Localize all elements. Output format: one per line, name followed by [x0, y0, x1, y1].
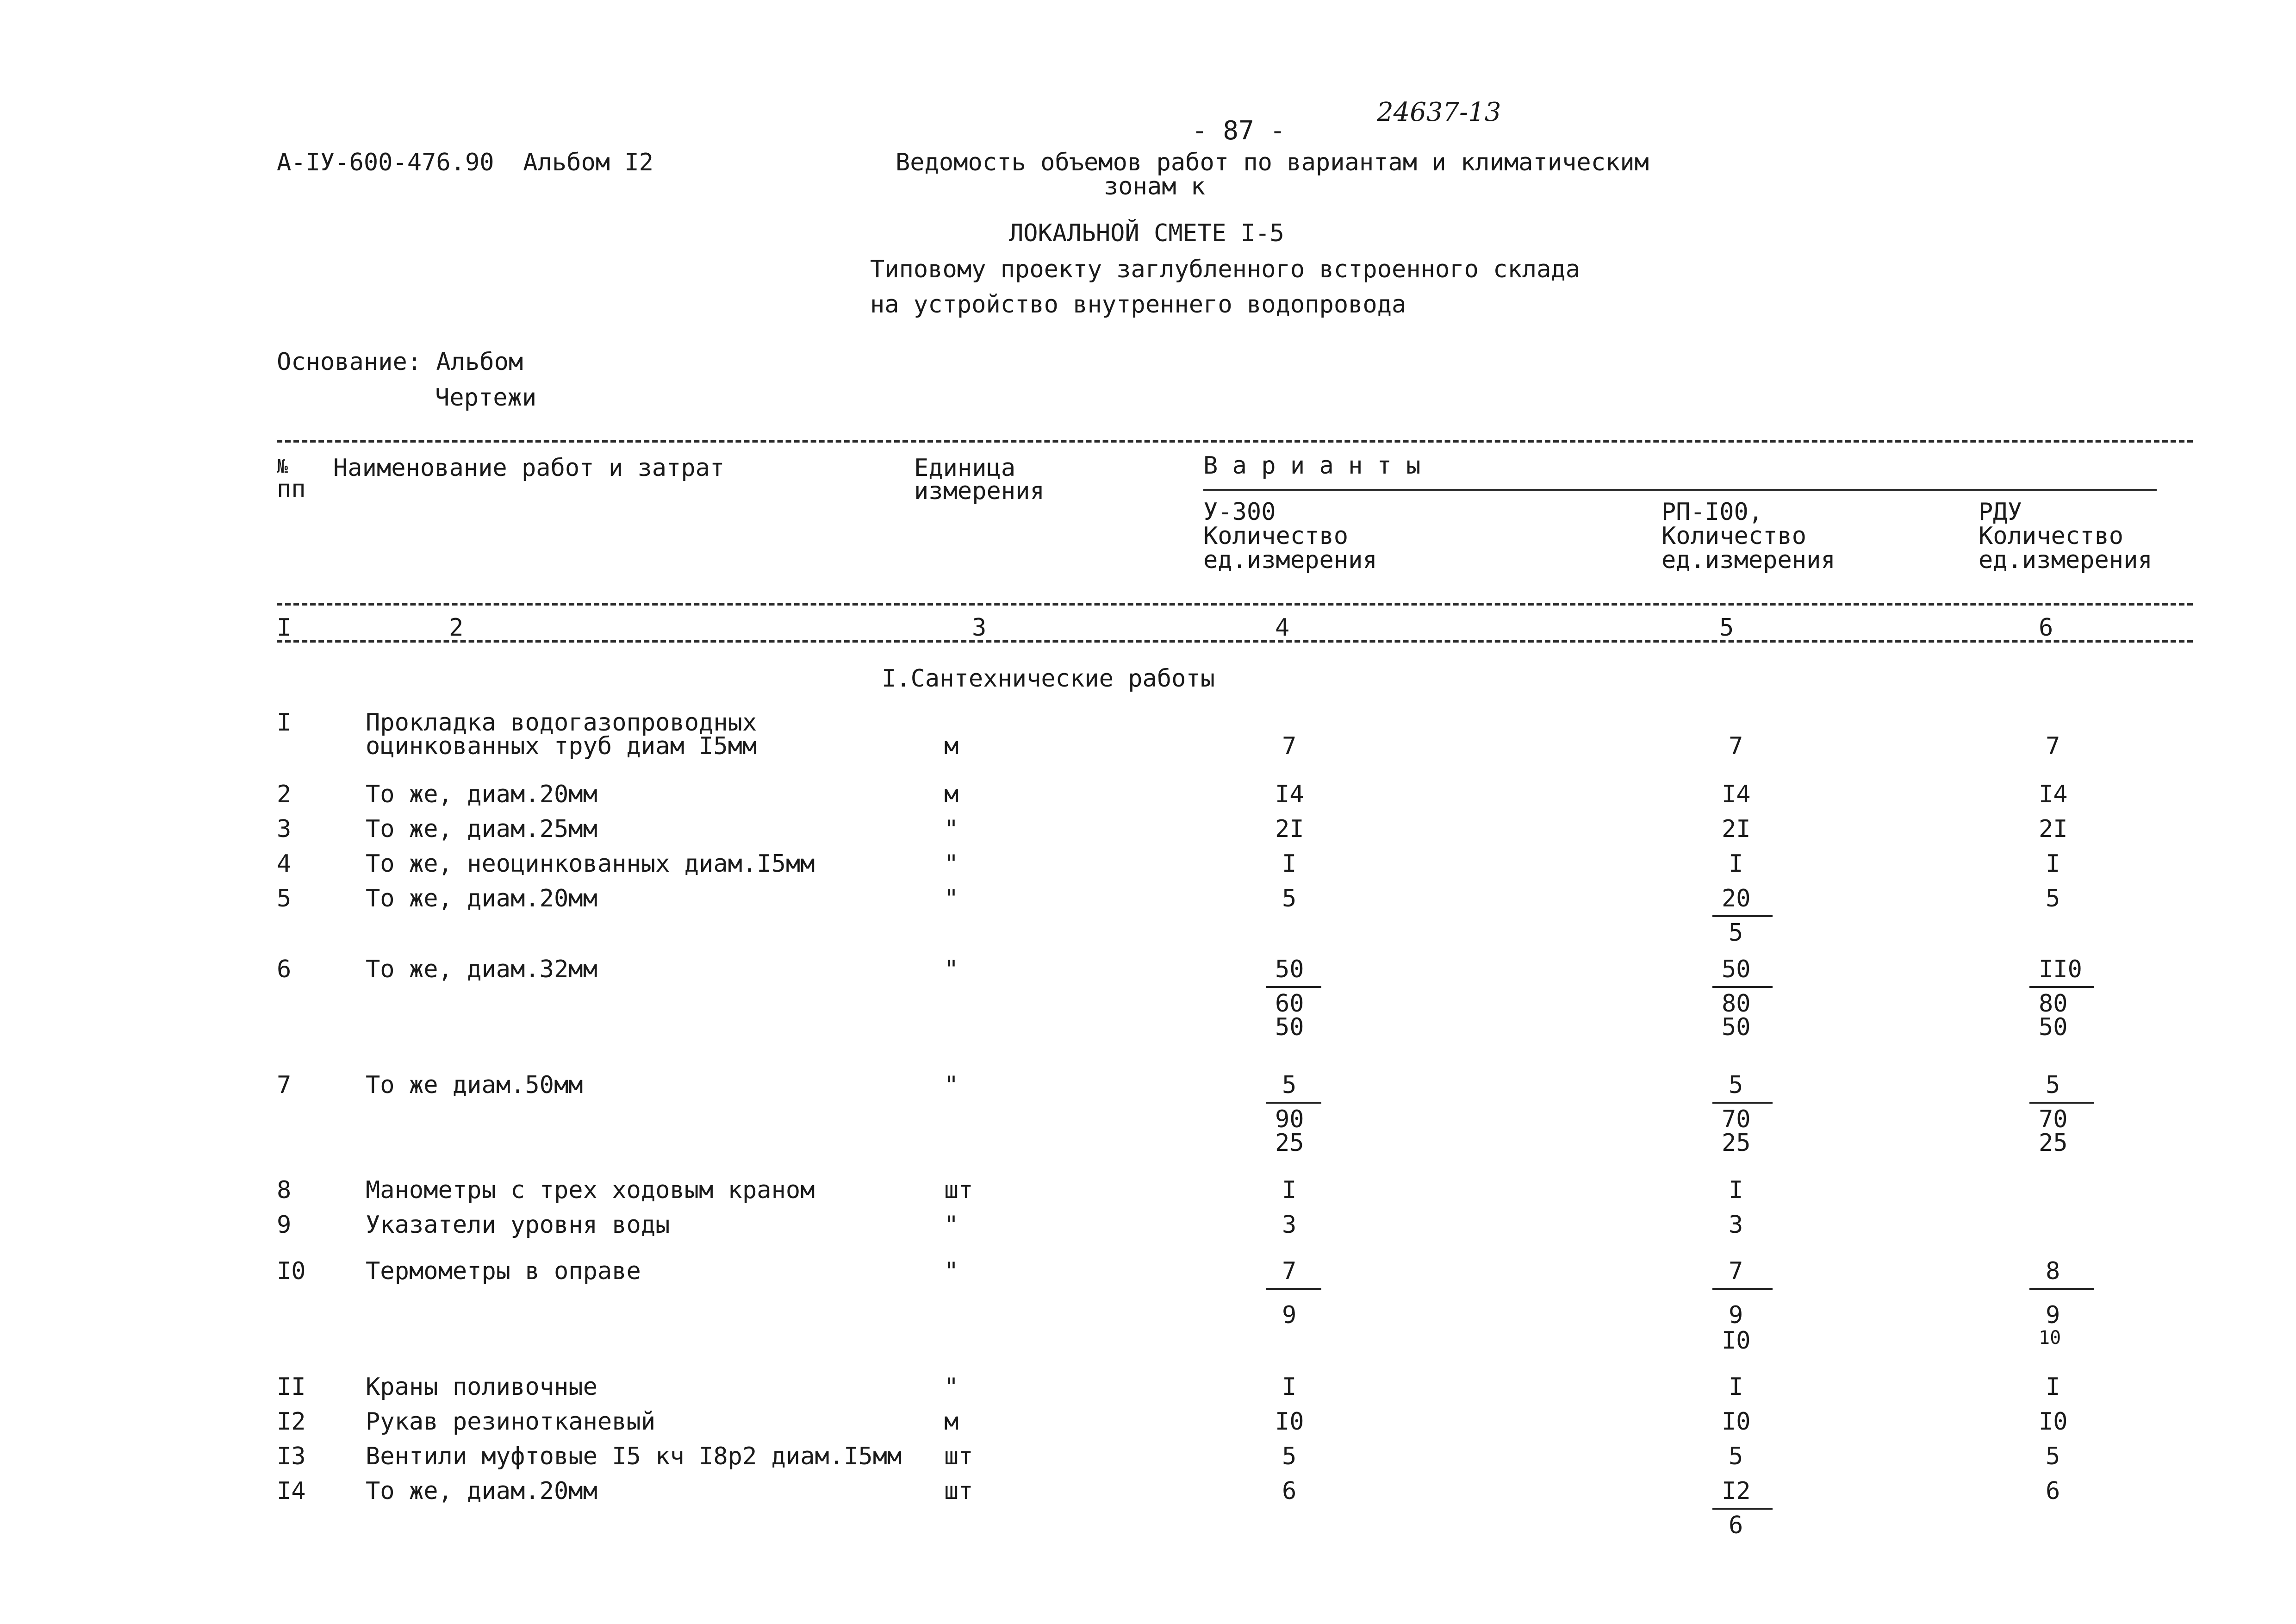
row-number: 7	[277, 1071, 292, 1099]
row-work-name: Термометры в оправе	[366, 1257, 641, 1285]
fraction-bar	[1712, 915, 1773, 917]
value-variant-3: 5	[2046, 1071, 2060, 1099]
row-work-name: То же, диам.25мм	[366, 815, 597, 843]
value-variant-3: 7	[2046, 732, 2060, 760]
row-work-name: То же, неоцинкованных диам.I5мм	[366, 850, 815, 878]
column-number-rule	[277, 640, 2193, 643]
fraction-bar	[1712, 1288, 1773, 1290]
row-number: I2	[277, 1408, 306, 1436]
value-variant-1: I	[1282, 1176, 1297, 1204]
header-number-sign: №	[277, 456, 288, 477]
row-number: 8	[277, 1176, 292, 1204]
value-variant-2: 70	[1722, 1105, 1751, 1133]
fraction-bar	[1266, 1288, 1321, 1290]
row-unit: "	[944, 885, 959, 912]
value-variant-2: I	[1729, 1176, 1743, 1204]
row-work-name: То же диам.50мм	[366, 1071, 583, 1099]
value-variant-3: 10	[2039, 1327, 2061, 1349]
value-variant-1: 7	[1282, 1257, 1297, 1285]
row-unit: "	[944, 815, 959, 843]
value-variant-3: I	[2046, 850, 2060, 878]
header-variant-3-qty: Количество	[1979, 522, 2124, 550]
row-number: I3	[277, 1443, 306, 1470]
header-variant-3-name: РДУ	[1979, 498, 2022, 526]
value-variant-1: 6	[1282, 1477, 1297, 1505]
row-unit: "	[944, 1211, 959, 1239]
value-variant-1: 25	[1275, 1129, 1304, 1157]
value-variant-3: 5	[2046, 1443, 2060, 1470]
value-variant-2: 2I	[1722, 815, 1751, 843]
header-unit-line-1: Единица	[914, 454, 1016, 482]
value-variant-1: 2I	[1275, 815, 1304, 843]
header-variant-3-unit: ед.измерения	[1979, 546, 2153, 574]
row-unit: м	[944, 1408, 959, 1436]
header-variant-1-name: У-300	[1203, 498, 1276, 526]
row-unit: "	[944, 850, 959, 878]
row-work-name: Прокладка водогазопроводных	[366, 709, 757, 737]
header-variant-2-qty: Количество	[1661, 522, 1807, 550]
value-variant-1: 5	[1282, 885, 1297, 912]
value-variant-3: I	[2046, 1373, 2060, 1401]
row-unit: "	[944, 956, 959, 983]
header-variant-1-qty: Количество	[1203, 522, 1349, 550]
title-line-5: на устройство внутреннего водопровода	[870, 291, 1406, 319]
value-variant-2: I2	[1722, 1477, 1751, 1505]
row-number: 6	[277, 956, 292, 983]
row-work-name: Вентили муфтовые I5 кч I8р2 диам.I5мм	[366, 1443, 902, 1470]
value-variant-2: 25	[1722, 1129, 1751, 1157]
value-variant-2: I	[1729, 850, 1743, 878]
value-variant-1: I0	[1275, 1408, 1304, 1436]
value-variant-1: 60	[1275, 989, 1304, 1018]
header-number-pp: пп	[277, 475, 306, 503]
value-variant-3: 50	[2039, 1013, 2068, 1041]
value-variant-2: 5	[1729, 918, 1743, 947]
row-number: 5	[277, 885, 292, 912]
row-work-name: Манометры с трех ходовым краном	[366, 1176, 815, 1204]
value-variant-3: II0	[2039, 956, 2082, 983]
value-variant-1: I	[1282, 1373, 1297, 1401]
variants-underline	[1203, 489, 2157, 491]
title-line-1: Ведомость объемов работ по вариантам и климатическим	[896, 149, 1649, 176]
title-line-2: зонам к	[1104, 173, 1206, 200]
header-variant-1-unit: ед.измерения	[1203, 546, 1377, 574]
value-variant-3: I4	[2039, 781, 2068, 808]
value-variant-2: 7	[1729, 1257, 1743, 1285]
value-variant-2: 7	[1729, 732, 1743, 760]
value-variant-3: I0	[2039, 1408, 2068, 1436]
row-number: 9	[277, 1211, 292, 1239]
basis-label: Основание: Альбом	[277, 348, 523, 376]
row-unit: шт	[944, 1443, 973, 1470]
header-variant-2-name: РП-I00,	[1661, 498, 1763, 526]
row-work-name: То же, диам.20мм	[366, 1477, 597, 1505]
row-work-name: Краны поливочные	[366, 1373, 597, 1401]
value-variant-3: 5	[2046, 885, 2060, 912]
row-work-name: То же, диам.20мм	[366, 781, 597, 808]
value-variant-1: 9	[1282, 1301, 1297, 1329]
value-variant-2: 9	[1729, 1301, 1743, 1329]
title-line-3: ЛОКАЛЬНОЙ СМЕТЕ I-5	[1009, 219, 1284, 247]
column-number-4: 4	[1275, 614, 1290, 642]
title-line-4: Типовому проекту заглубленного встроенного склада	[870, 256, 1580, 283]
row-number: 3	[277, 815, 292, 843]
row-number: 2	[277, 781, 292, 808]
value-variant-2: 50	[1722, 956, 1751, 983]
row-work-name-line-2: оцинкованных труб диам I5мм	[366, 732, 757, 760]
fraction-bar	[1712, 1102, 1773, 1104]
value-variant-2: 80	[1722, 989, 1751, 1018]
header-variants: В а р и а н т ы	[1203, 452, 1421, 480]
value-variant-1: 90	[1275, 1105, 1304, 1133]
header-variant-2-unit: ед.измерения	[1661, 546, 1836, 574]
value-variant-2: I4	[1722, 781, 1751, 808]
value-variant-2: 3	[1729, 1211, 1743, 1239]
value-variant-1: I	[1282, 850, 1297, 878]
value-variant-1: 3	[1282, 1211, 1297, 1239]
value-variant-3: 6	[2046, 1477, 2060, 1505]
value-variant-2: 50	[1722, 1013, 1751, 1041]
value-variant-2: I	[1729, 1373, 1743, 1401]
fraction-bar	[2029, 1288, 2094, 1290]
row-number: I	[277, 709, 292, 737]
basis-drawings: Чертежи	[435, 384, 537, 412]
row-work-name: Рукав резинотканевый	[366, 1408, 656, 1436]
value-variant-2: I0	[1722, 1408, 1751, 1436]
header-unit-line-2: измерения	[914, 477, 1045, 505]
value-variant-2: 20	[1722, 885, 1751, 912]
value-variant-3: 2I	[2039, 815, 2068, 843]
column-number-2: 2	[449, 614, 464, 642]
row-unit: м	[944, 732, 959, 760]
row-unit: "	[944, 1257, 959, 1285]
value-variant-1: 5	[1282, 1071, 1297, 1099]
value-variant-2: 6	[1729, 1511, 1743, 1539]
row-unit: шт	[944, 1477, 973, 1505]
fraction-bar	[1266, 1102, 1321, 1104]
column-number-5: 5	[1719, 614, 1734, 642]
row-unit: "	[944, 1071, 959, 1099]
fraction-bar	[2029, 986, 2094, 988]
row-number: 4	[277, 850, 292, 878]
value-variant-1: 50	[1275, 1013, 1304, 1041]
column-number-6: 6	[2039, 614, 2053, 642]
header-mid-rule	[277, 603, 2193, 606]
value-variant-3: 25	[2039, 1129, 2068, 1157]
album-reference: А-IУ-600-476.90 Альбом I2	[277, 149, 653, 176]
section-title: I.Сантехнические работы	[882, 665, 1215, 693]
row-work-name: То же, диам.32мм	[366, 956, 597, 983]
value-variant-3: 9	[2046, 1301, 2060, 1329]
row-work-name: То же, диам.20мм	[366, 885, 597, 912]
row-work-name: Указатели уровня воды	[366, 1211, 670, 1239]
value-variant-3: 80	[2039, 989, 2068, 1018]
value-variant-1: 50	[1275, 956, 1304, 983]
value-variant-1: I4	[1275, 781, 1304, 808]
column-number-1: I	[277, 614, 292, 642]
header-work-name: Наименование работ и затрат	[333, 454, 725, 482]
value-variant-1: 7	[1282, 732, 1297, 760]
row-unit: "	[944, 1373, 959, 1401]
row-unit: м	[944, 781, 959, 808]
handwritten-code: 24637-13	[1377, 97, 1501, 127]
row-number: I0	[277, 1257, 306, 1285]
page-number: - 87 -	[1192, 116, 1286, 146]
column-number-3: 3	[972, 614, 987, 642]
header-top-rule	[277, 440, 2193, 443]
value-variant-3: 8	[2046, 1257, 2060, 1285]
fraction-bar	[1266, 986, 1321, 988]
row-number: II	[277, 1373, 306, 1401]
row-unit: шт	[944, 1176, 973, 1204]
value-variant-2: 5	[1729, 1443, 1743, 1470]
value-variant-1: 5	[1282, 1443, 1297, 1470]
value-variant-2: 5	[1729, 1071, 1743, 1099]
value-variant-2: I0	[1722, 1327, 1751, 1355]
fraction-bar	[2029, 1102, 2094, 1104]
row-number: I4	[277, 1477, 306, 1505]
value-variant-3: 70	[2039, 1105, 2068, 1133]
fraction-bar	[1712, 986, 1773, 988]
fraction-bar	[1712, 1508, 1773, 1510]
